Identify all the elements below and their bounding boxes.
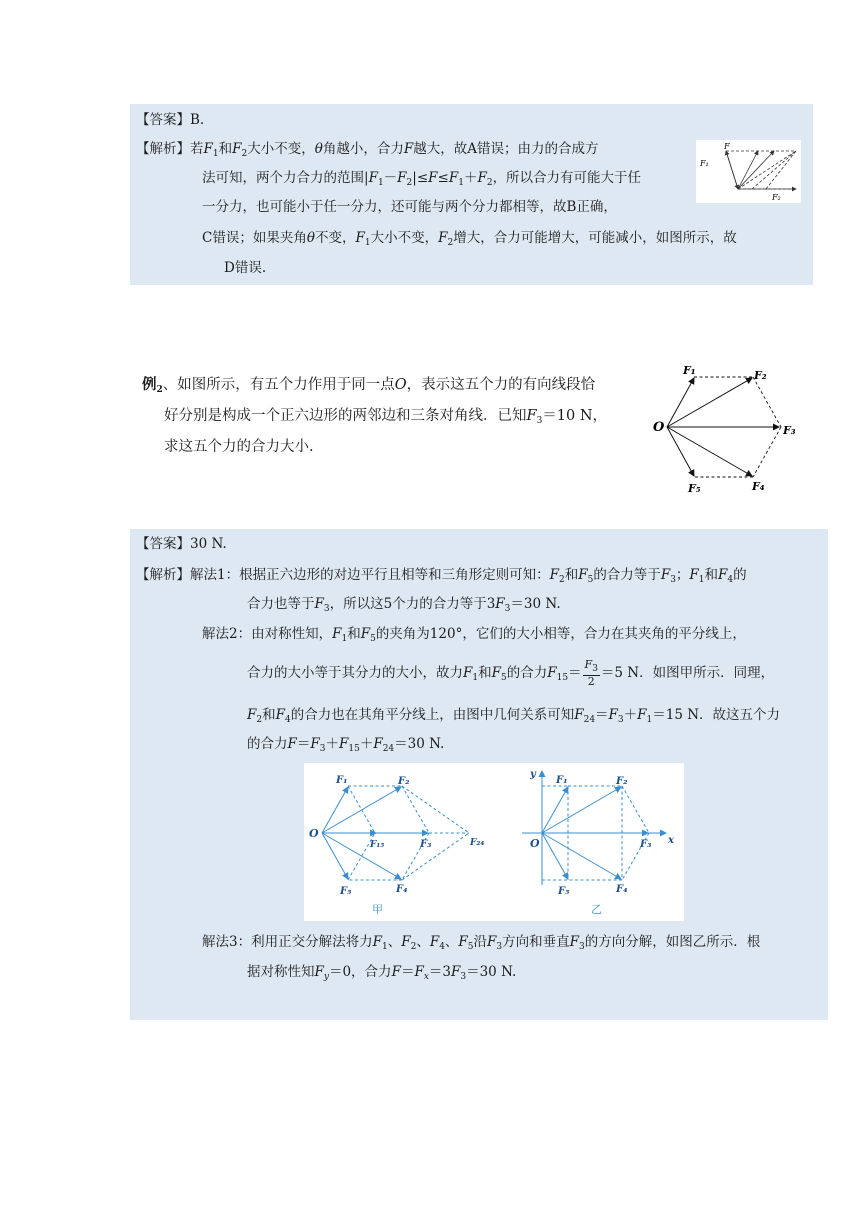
force-composition-figure bbox=[696, 140, 801, 203]
caption-yi: 乙 bbox=[591, 903, 602, 916]
analysis-line-5: D错误. bbox=[224, 260, 267, 276]
label-F2: F₂ bbox=[616, 776, 628, 787]
method-2-line-4: 的合力$F=F_3+F_{15}+F_{24}=30$ N. bbox=[247, 736, 445, 754]
analysis-line-3: 一分力，也可能小于任一分力，还可能与两个分力都相等，故B正确， bbox=[202, 199, 617, 215]
method-3-line-1: 解法3：利用正交分解法将力$F_1$、$F_2$、$F_4$、$F_5$沿$F_3$方向和垂直$F_3$的方向分解，如图乙所示．根 bbox=[202, 934, 761, 952]
label-F: F bbox=[724, 142, 730, 151]
analysis-line-4: C错误；如果夹角θ不变，$F_1$大小不变，$F_2$增大，合力可能增大，可能减小，如图所示，故 bbox=[202, 230, 737, 248]
label-O: O bbox=[530, 837, 540, 850]
label-F3: F₃ bbox=[420, 839, 432, 850]
analysis-line-2: 法可知，两个力合力的范围$|F_1-F_2|\le F\le F_1+F_2$，所以合力有可能大于任 bbox=[202, 170, 642, 188]
method-2-line-1: 解法2：由对称性知，$F_1$和$F_5$的夹角为120°，它们的大小相等，合力在其夹角的平分线上， bbox=[202, 626, 746, 644]
example-2-line-1: 例$_2$、如图所示，有五个力作用于同一点O，表示这五个力的有向线段恰 bbox=[142, 376, 596, 395]
answer-line: 【答案】30 N. bbox=[136, 536, 227, 552]
label-F4: F₄ bbox=[752, 480, 765, 493]
answer-line: 【答案】B. bbox=[136, 112, 205, 128]
label-F2: F₂ bbox=[772, 193, 781, 202]
figures-jia-yi bbox=[304, 763, 684, 921]
label-O: O bbox=[309, 827, 319, 840]
label-F1: F₁ bbox=[700, 159, 709, 168]
method-3-line-2: 据对称性知$F_y=0$，合力$F=F_x=3F_3=30$ N. bbox=[247, 964, 517, 982]
label-F1: F₁ bbox=[556, 775, 568, 786]
label-y: y bbox=[530, 769, 536, 780]
method-2-line-2: 合力的大小等于其分力的大小，故力$F_1$和$F_5$的合力$F_{15}=$ $\frac{F_3}{2}$ ＝5 N．如图甲所示．同理， bbox=[247, 658, 775, 688]
label-F4: F₄ bbox=[616, 884, 628, 895]
label-F15: F₁₅ bbox=[370, 840, 385, 850]
example-2-line-2: 好分别是构成一个正六边形的两邻边和三条对角线．已知$F_3=10$ N， bbox=[164, 408, 608, 426]
hexagon-force-figure bbox=[648, 360, 808, 502]
example-2-line-3: 求这五个力的合力大小. bbox=[164, 439, 314, 455]
fraction-F3-over-2: $\frac{F_3}{2}$ bbox=[584, 658, 598, 688]
label-F1: F₁ bbox=[683, 364, 696, 377]
label-F2: F₂ bbox=[398, 776, 410, 787]
label-F4: F₄ bbox=[396, 884, 408, 895]
method-1-line-2: 合力也等于$F_3$，所以这5个力的合力等于$3F_3=30$ N. bbox=[247, 596, 561, 614]
label-O: O bbox=[653, 420, 665, 435]
label-F2: F₂ bbox=[754, 369, 767, 382]
label-F5: F₅ bbox=[558, 886, 570, 897]
method-2-line-3: $F_2$和$F_4$的合力也在其角平分线上，由图中几何关系可知$F_{24}=F_3+F_1=15$ N．故这五个力 bbox=[247, 707, 781, 725]
method-1-line-1: 【解析】解法1：根据正六边形的对边平行且相等和三角形定则可知：$F_2$和$F_5$的合力等于$F_3$；$F_1$和$F_4$的 bbox=[136, 567, 747, 585]
label-F5: F₅ bbox=[340, 886, 352, 897]
label-F3: F₃ bbox=[640, 839, 652, 850]
label-F5: F₅ bbox=[688, 482, 701, 495]
label-F3: F₃ bbox=[783, 424, 796, 437]
analysis-line-1: 【解析】若$F_1$和$F_2$大小不变，θ角越小，合力F越大，故A错误；由力的合成方 bbox=[136, 141, 599, 159]
label-F24: F₂₄ bbox=[470, 838, 485, 848]
caption-jia: 甲 bbox=[372, 903, 383, 916]
label-x: x bbox=[668, 835, 674, 846]
label-F1: F₁ bbox=[336, 775, 348, 786]
